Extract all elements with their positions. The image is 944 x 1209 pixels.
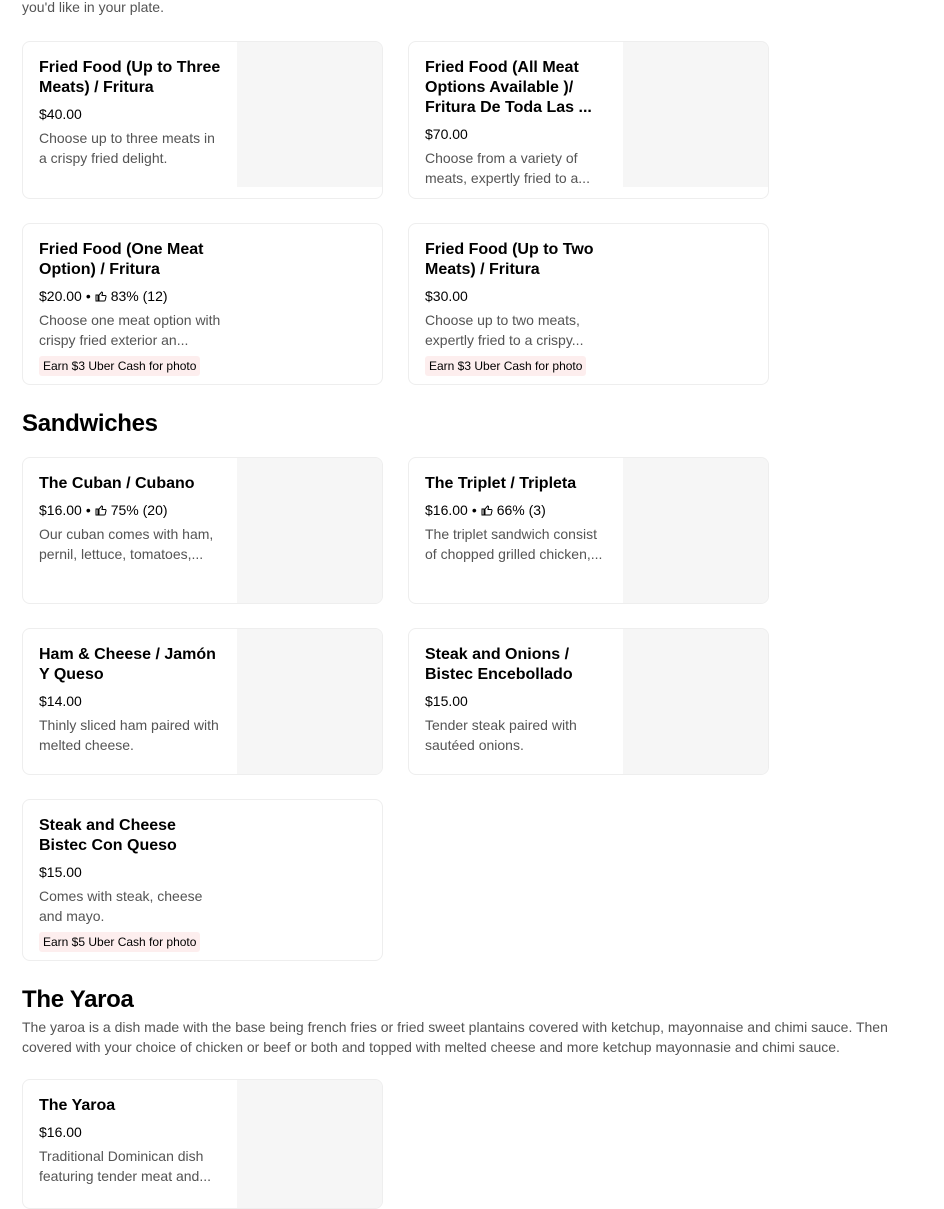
separator-dot: • (85, 288, 91, 304)
menu-item-card[interactable] (408, 457, 769, 604)
menu-item-card[interactable] (408, 223, 769, 385)
item-title: The Yaroa (39, 1097, 116, 1114)
uber-cash-badge: Earn $5 Uber Cash for photo (39, 932, 200, 952)
item-description: Tender steak paired with sautéed onions. (425, 717, 577, 753)
section-intro-text: you'd like in your plate. (22, 0, 164, 15)
uber-cash-badge: Earn $3 Uber Cash for photo (425, 356, 586, 376)
item-description: Choose one meat option with crispy fried exterior an... (39, 312, 221, 348)
menu-item-card[interactable] (22, 1079, 383, 1209)
thumbs-up-icon (95, 290, 107, 302)
item-title: Fried Food (Up to Three Meats) / Fritura (39, 59, 221, 96)
item-price (425, 286, 611, 306)
menu-item-card[interactable] (22, 223, 383, 385)
item-image-placeholder (237, 1080, 382, 1209)
item-title: Fried Food (One Meat Option) / Fritura (39, 241, 204, 278)
item-title: Ham & Cheese / Jamón Y Queso (39, 646, 216, 683)
item-description: Comes with steak, cheese and mayo. (39, 888, 203, 924)
item-image-placeholder (623, 458, 768, 604)
item-description: Thinly sliced ham paired with melted cheese. (39, 717, 219, 753)
menu-item-card[interactable] (408, 628, 769, 775)
item-title: The Triplet / Tripleta (425, 475, 577, 492)
section-title-sandwiches: Sandwiches (22, 410, 158, 437)
item-title: The Cuban / Cubano (39, 475, 195, 492)
item-title: Steak and Onions / Bistec Encebollado (425, 646, 573, 683)
price-value: $16.00 (39, 1124, 82, 1140)
item-price (39, 286, 225, 306)
price-value: $16.00 (39, 502, 82, 518)
item-title: Steak and Cheese Bistec Con Queso (39, 817, 177, 854)
item-image-placeholder (623, 42, 768, 187)
rating-value: 66% (3) (496, 502, 546, 518)
section-title-yaroa: The Yaroa (22, 986, 134, 1013)
uber-cash-badge: Earn $3 Uber Cash for photo (39, 356, 200, 376)
item-title: Fried Food (All Meat Options Available )/ Fritura De Toda Las ... (425, 59, 592, 116)
item-description: The triplet sandwich consist of chopped grilled chicken,... (425, 526, 603, 562)
item-price (39, 104, 225, 124)
price-value: $40.00 (39, 106, 82, 122)
thumbs-up-icon (481, 504, 493, 516)
price-value: $16.00 (425, 502, 468, 518)
item-price (425, 691, 611, 711)
item-image-placeholder (237, 629, 382, 775)
section-description-yaroa: The yaroa is a dish made with the base being french fries or fried sweet plantains covered with ketchup, mayonnaise and chimi sauce. Then covered with your choice of chicken or beef or both and topped with melted cheese and more ketchup mayonnasie and chimi sauce. (22, 1019, 888, 1055)
thumbs-up-icon (95, 504, 107, 516)
menu-item-card[interactable] (22, 799, 383, 961)
item-price (39, 862, 225, 882)
item-price (425, 500, 611, 520)
menu-item-card[interactable] (22, 457, 383, 604)
price-value: $15.00 (425, 693, 468, 709)
price-value: $15.00 (39, 864, 82, 880)
menu-item-card[interactable] (22, 41, 383, 199)
item-price (39, 691, 225, 711)
price-value: $30.00 (425, 288, 468, 304)
price-value: $20.00 (39, 288, 82, 304)
item-description: Choose up to three meats in a crispy fried delight. (39, 130, 215, 166)
rating-value: 83% (12) (110, 288, 168, 304)
item-image-placeholder (623, 629, 768, 775)
item-price (425, 124, 611, 144)
item-description: Traditional Dominican dish featuring tender meat and... (39, 1148, 211, 1184)
item-price (39, 500, 225, 520)
item-description: Choose up to two meats, expertly fried to a crispy... (425, 312, 584, 348)
price-value: $14.00 (39, 693, 82, 709)
menu-item-card[interactable] (22, 628, 383, 775)
price-value: $70.00 (425, 126, 468, 142)
separator-dot: • (85, 502, 91, 518)
item-price (39, 1122, 225, 1142)
item-title: Fried Food (Up to Two Meats) / Fritura (425, 241, 594, 278)
rating-value: 75% (20) (110, 502, 168, 518)
item-image-placeholder (237, 42, 382, 187)
separator-dot: • (471, 502, 477, 518)
item-description: Our cuban comes with ham, pernil, lettuce, tomatoes,... (39, 526, 214, 562)
menu-item-card[interactable] (408, 41, 769, 199)
item-description: Choose from a variety of meats, expertly fried to a... (425, 150, 590, 186)
item-image-placeholder (237, 458, 382, 604)
